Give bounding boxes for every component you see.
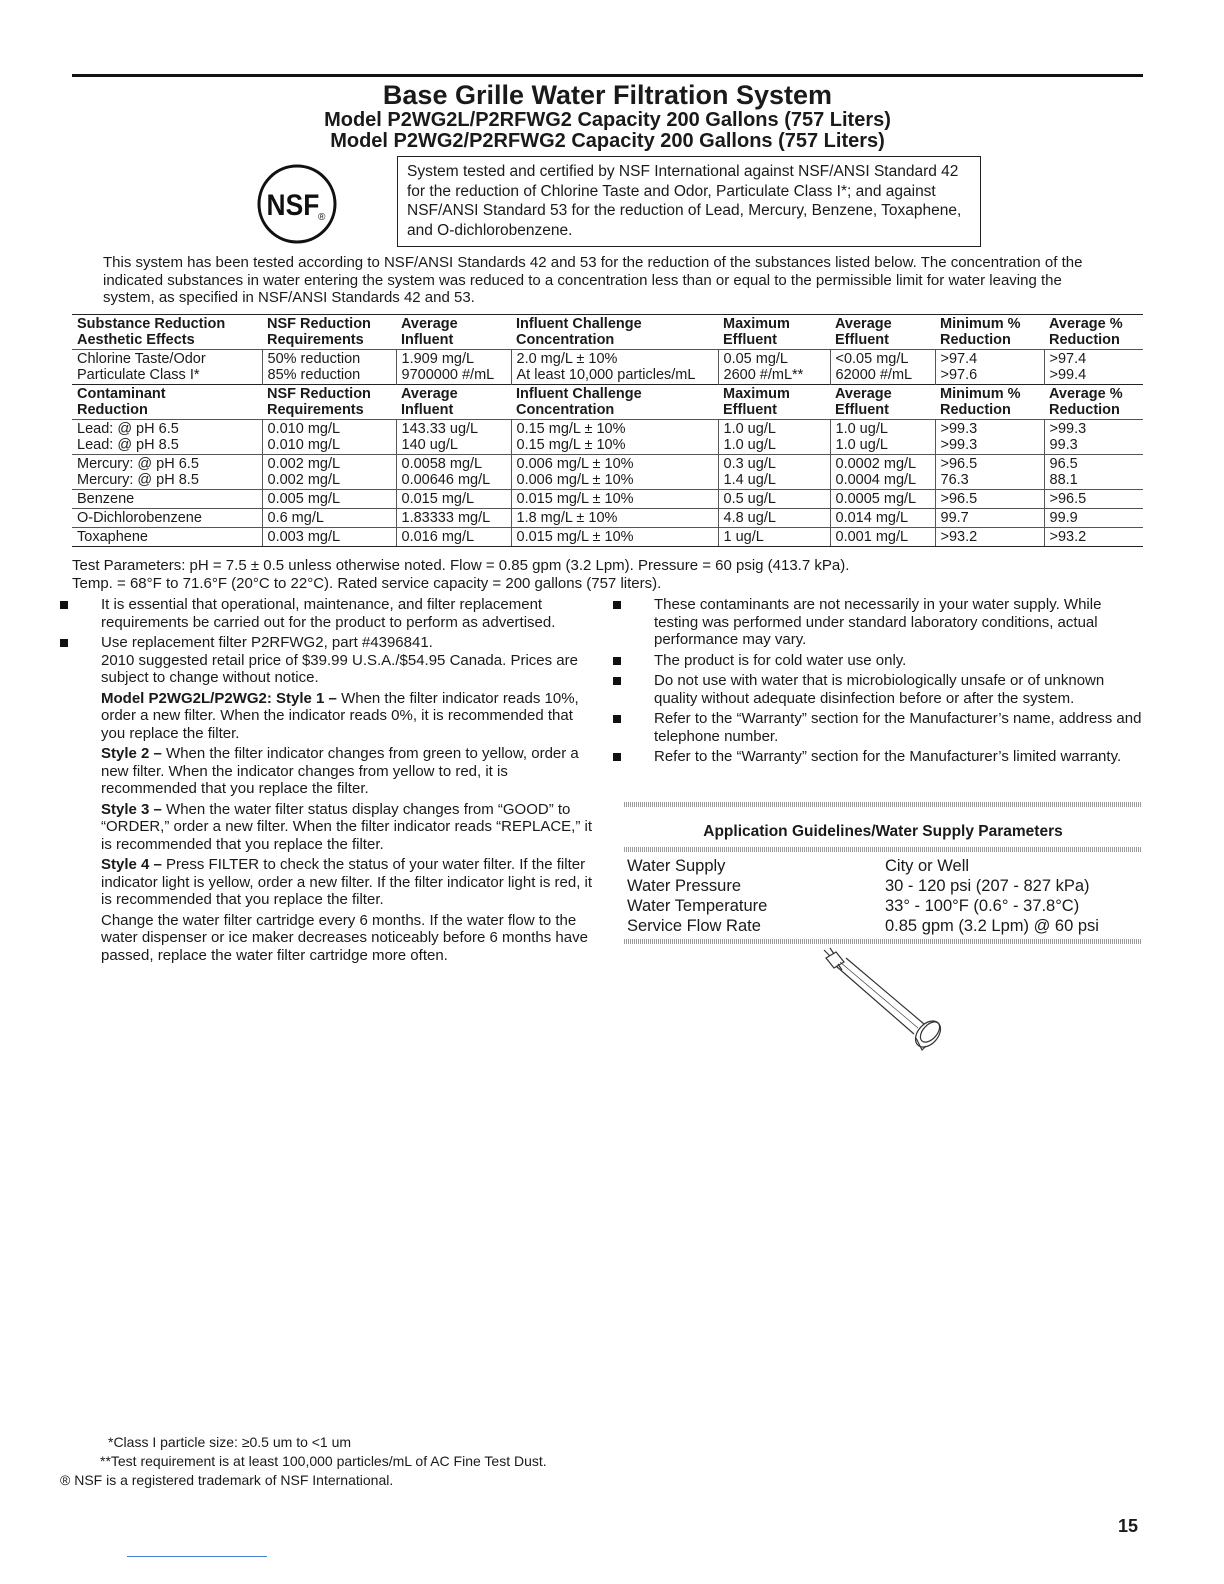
table-cell: 0.015 mg/L — [396, 490, 511, 509]
table-header-aesthetic — [72, 315, 1143, 350]
header-cell: Contaminant Reduction — [72, 385, 262, 420]
list-item: The product is for cold water use only. — [613, 652, 1143, 670]
bullet-square-icon — [613, 715, 621, 723]
nsf-logo-icon — [256, 163, 338, 245]
table-row — [72, 509, 1143, 528]
table-cell: 99.7 — [935, 509, 1044, 528]
bullet-square-icon — [613, 601, 621, 609]
bullet-square-icon — [613, 677, 621, 685]
table-cell: Benzene — [72, 490, 262, 509]
table-cell: 0.0005 mg/L — [830, 490, 935, 509]
table-cell: 0.015 mg/L ± 10% — [511, 528, 718, 547]
table-cell: 1.0 ug/L 1.0 ug/L — [718, 420, 830, 455]
intro-paragraph: This system has been tested according to NSF/ANSI Standards 42 and 53 for the reduction of the substances listed below. The concentration of the indicated substances in water entering the system was reduced to a concentration less than or equal to the permissible limit for water leaving the system, as specified in NSF/ANSI Standards 42 and 53. — [103, 254, 1083, 306]
table-cell: 0.006 mg/L ± 10% 0.006 mg/L ± 10% — [511, 455, 718, 490]
table-cell: 0.6 mg/L — [262, 509, 396, 528]
header-cell: Average Effluent — [830, 315, 935, 350]
style-2-paragraph: Style 2 – When the filter indicator changes from green to yellow, order a new filter. When the indicator changes from yellow to red, it is recommended that you replace the filter. — [101, 745, 579, 797]
table-cell: <0.05 mg/L 62000 #/mL — [830, 350, 935, 385]
header-cell: Average Influent — [396, 315, 511, 350]
table-cell: 0.002 mg/L 0.002 mg/L — [262, 455, 396, 490]
dotted-rule — [624, 939, 1142, 944]
parameter-row: Water Supply City or Well — [627, 857, 970, 875]
header-cell: Average % Reduction — [1044, 315, 1143, 350]
bullet-square-icon — [613, 753, 621, 761]
footnote-3: ® NSF is a registered trademark of NSF International. — [60, 1472, 394, 1488]
bullet-square-icon — [60, 601, 68, 609]
header-cell: Substance Reduction Aesthetic Effects — [72, 315, 262, 350]
table-row — [72, 528, 1143, 547]
table-cell: 0.014 mg/L — [830, 509, 935, 528]
table-cell: 0.016 mg/L — [396, 528, 511, 547]
test-parameters-line-1: Test Parameters: pH = 7.5 ± 0.5 unless otherwise noted. Flow = 0.85 gpm (3.2 Lpm). Pressure = 60 psig (413.7 kPa). — [72, 557, 850, 574]
certification-box: System tested and certified by NSF International against NSF/ANSI Standard 42 for the reduction of Chlorine Taste and Odor, Particulate Class I*; and against NSF/ANSI Standard 53 for the reduction of Lead, Mercury, Benzene, Toxaphene, and O-dichlorobenzene. — [397, 156, 981, 247]
header-cell: Maximum Effluent — [718, 315, 830, 350]
style-3-paragraph: Style 3 – When the water filter status display changes from “GOOD” to “ORDER,” order a new filter. When the filter indicator reads “REPLACE,” it is recommended that you replace the filter. — [101, 800, 593, 853]
dotted-rule — [624, 847, 1142, 852]
table-cell: 0.0058 mg/L 0.00646 mg/L — [396, 455, 511, 490]
list-item: It is essential that operational, maintenance, and filter replacement requirements be carried out for the product to perform as advertised. — [60, 596, 600, 631]
header-cell: NSF Reduction Requirements — [262, 315, 396, 350]
header-cell: Minimum % Reduction — [935, 315, 1044, 350]
table-cell: 0.015 mg/L ± 10% — [511, 490, 718, 509]
table-cell: 0.010 mg/L 0.010 mg/L — [262, 420, 396, 455]
table-cell: 143.33 ug/L 140 ug/L — [396, 420, 511, 455]
nsf-logo-text: NSF — [266, 187, 320, 222]
table-cell: 96.5 88.1 — [1044, 455, 1143, 490]
right-column — [613, 596, 1143, 769]
application-title: Application Guidelines/Water Supply Parameters — [703, 823, 1063, 840]
table-cell: 0.005 mg/L — [262, 490, 396, 509]
list-item: These contaminants are not necessarily in your water supply. While testing was performed under standard laboratory conditions, actual performance may vary. — [613, 596, 1143, 649]
table-cell: Lead: @ pH 6.5 Lead: @ pH 8.5 — [72, 420, 262, 455]
table-row — [72, 455, 1143, 490]
table-cell: Mercury: @ pH 6.5 Mercury: @ pH 8.5 — [72, 455, 262, 490]
model-line-2: Model P2WG2/P2RFWG2 Capacity 200 Gallons (757 Liters) — [330, 130, 885, 152]
style-4-paragraph: Style 4 – Press FILTER to check the status of your water filter. If the filter indicator light is yellow, order a new filter. If the filter indicator light is red, it is recommended that you replace the filter. — [101, 856, 593, 908]
blue-rule — [127, 1556, 267, 1557]
table-cell: 99.9 — [1044, 509, 1143, 528]
bullet-square-icon — [60, 639, 68, 647]
table-cell: 50% reduction 85% reduction — [262, 350, 396, 385]
model-line-1: Model P2WG2L/P2RFWG2 Capacity 200 Gallons (757 Liters) — [324, 109, 891, 131]
header-cell: Influent Challenge Concentration — [511, 385, 718, 420]
table-cell: >93.2 — [935, 528, 1044, 547]
footnote-2: **Test requirement is at least 100,000 particles/mL of AC Fine Test Dust. — [100, 1453, 547, 1469]
change-filter-paragraph: Change the water filter cartridge every 6 months. If the water flow to the water dispenser or ice maker decreases noticeably before 6 months have passed, replace the water filter cartridge more often. — [101, 911, 588, 964]
table-cell: 0.15 mg/L ± 10% 0.15 mg/L ± 10% — [511, 420, 718, 455]
table-cell: 0.5 ug/L — [718, 490, 830, 509]
header-cell: Maximum Effluent — [718, 385, 830, 420]
table-cell: 0.001 mg/L — [830, 528, 935, 547]
page-title: Base Grille Water Filtration System — [382, 80, 833, 110]
table-cell: >99.3 >99.3 — [935, 420, 1044, 455]
nsf-logo-mark: ® — [318, 212, 326, 223]
page-header — [72, 80, 1143, 152]
header-cell: Average Influent — [396, 385, 511, 420]
table-cell: 4.8 ug/L — [718, 509, 830, 528]
table-header-contaminant — [72, 385, 1143, 420]
table-cell: 0.3 ug/L 1.4 ug/L — [718, 455, 830, 490]
list-item: Refer to the “Warranty” section for the Manufacturer’s name, address and telephone number. — [613, 710, 1143, 745]
table-cell: >93.2 — [1044, 528, 1143, 547]
table-row — [72, 490, 1143, 509]
water-filter-cartridge-icon — [818, 946, 958, 1058]
parameter-row: Service Flow Rate 0.85 gpm (3.2 Lpm) @ 60 psi — [627, 917, 1099, 935]
footnotes — [60, 1433, 547, 1490]
table-row — [72, 420, 1143, 455]
parameter-row: Water Pressure 30 - 120 psi (207 - 827 kPa) — [627, 877, 1090, 895]
header-cell: Average Effluent — [830, 385, 935, 420]
table-cell: 1 ug/L — [718, 528, 830, 547]
table-cell: Chlorine Taste/Odor Particulate Class I* — [72, 350, 262, 385]
table-cell: >99.3 99.3 — [1044, 420, 1143, 455]
table-cell: 1.0 ug/L 1.0 ug/L — [830, 420, 935, 455]
table-cell: >96.5 76.3 — [935, 455, 1044, 490]
application-guidelines — [624, 802, 1142, 944]
list-item: Use replacement filter P2RFWG2, part #4396841. — [60, 634, 600, 652]
header-cell: Influent Challenge Concentration — [511, 315, 718, 350]
table-cell: >96.5 — [1044, 490, 1143, 509]
price-note: 2010 suggested retail price of $39.99 U.S.A./$54.95 Canada. Prices are subject to change without notice. — [101, 651, 578, 686]
performance-table — [72, 314, 1143, 547]
table-cell: >96.5 — [935, 490, 1044, 509]
table-row — [72, 350, 1143, 385]
table-cell: >97.4 >97.6 — [935, 350, 1044, 385]
test-parameters-line-2: Temp. = 68°F to 71.6°F (20°C to 22°C). Rated service capacity = 200 gallons (757 liters). — [72, 574, 662, 592]
list-item: Refer to the “Warranty” section for the Manufacturer’s limited warranty. — [613, 748, 1143, 766]
table-cell: 2.0 mg/L ± 10% At least 10,000 particles/mL — [511, 350, 718, 385]
left-column — [60, 596, 600, 964]
parameter-row: Water Temperature 33° - 100°F (0.6° - 37.8°C) — [627, 897, 1080, 915]
header-cell: Average % Reduction — [1044, 385, 1143, 420]
table-cell: 1.909 mg/L 9700000 #/mL — [396, 350, 511, 385]
table-cell: 0.0002 mg/L 0.0004 mg/L — [830, 455, 935, 490]
table-cell: 0.003 mg/L — [262, 528, 396, 547]
page-number: 15 — [1118, 1516, 1139, 1536]
table-cell: 0.05 mg/L 2600 #/mL** — [718, 350, 830, 385]
table-cell: Toxaphene — [72, 528, 262, 547]
table-cell: 1.83333 mg/L — [396, 509, 511, 528]
top-rule — [72, 74, 1143, 77]
header-cell: NSF Reduction Requirements — [262, 385, 396, 420]
list-item: Do not use with water that is microbiologically unsafe or of unknown quality without adequate disinfection before or after the system. — [613, 672, 1143, 707]
header-cell: Minimum % Reduction — [935, 385, 1044, 420]
table-cell: 1.8 mg/L ± 10% — [511, 509, 718, 528]
test-parameters — [72, 557, 1143, 592]
table-cell: >97.4 >99.4 — [1044, 350, 1143, 385]
bullet-square-icon — [613, 657, 621, 665]
style-1-paragraph: Model P2WG2L/P2WG2: Style 1 – When the filter indicator reads 10%, order a new filter. When the indicator reads 0%, it is recommended that you replace the filter. — [101, 689, 579, 742]
footnote-1: *Class I particle size: ≥0.5 um to <1 um — [108, 1434, 352, 1450]
table-cell: O-Dichlorobenzene — [72, 509, 262, 528]
